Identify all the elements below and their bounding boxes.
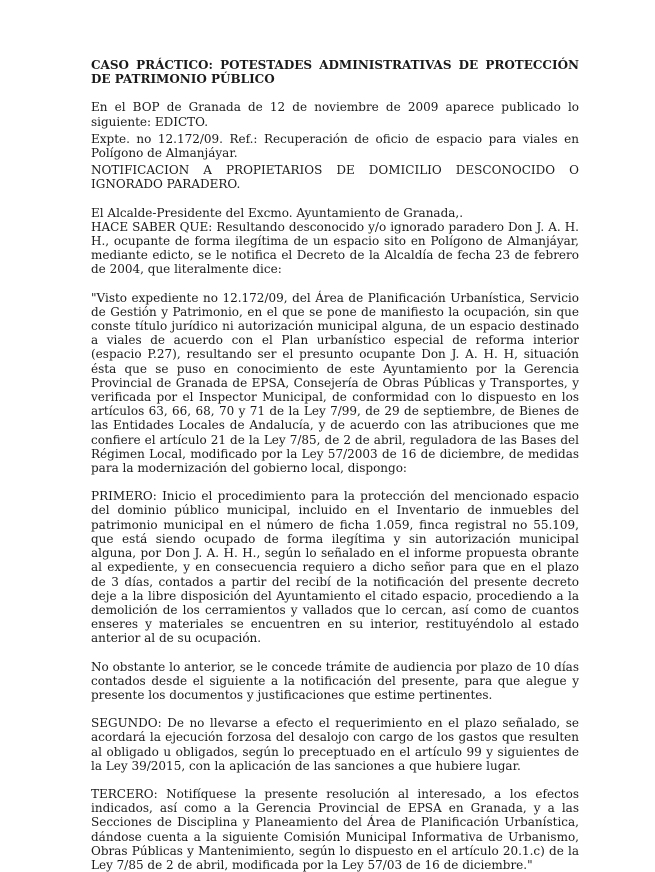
alcalde-line: El Alcalde-Presidente del Excmo. Ayuntamiento de Granada,. <box>91 205 464 220</box>
document-title: CASO PRÁCTICO: POTESTADES ADMINISTRATIVAS DE PROTECCIÓN DE PATRIMONIO PÚBLICO <box>91 58 579 87</box>
segundo-paragraph: SEGUNDO: De no llevarse a efecto el requerimiento en el plazo señalado, se acordará la ejecución forzosa del desalojo con cargo de los gastos que resulten al obligado u obligados, según lo preceptuado en el artículo 99 y siguientes de la Ley 39/2015, con la aplicación de las sanciones a que hubiere lugar. <box>91 716 579 773</box>
primero-paragraph: PRIMERO: Inicio el procedimiento para la protección del mencionado espacio del dominio público municipal, incluido en el Inventario de inmuebles del patrimonio municipal en el número de ficha 1.059, finca registral no 55.109, que está siendo ocupado de forma ilegítima y sin autorización municipal alguna, por Don J. A. H. H., según lo señalado en el informe propuesta obrante al expediente, y en consecuencia requiero a dicho señor para que en el plazo de 3 días, contados a partir del recibí de la notificación del presente decreto deje a la libre disposición del Ayuntamiento el citado espacio, procediendo a la demolición de los cerramientos y vallados que lo cercan, así como de cuantos enseres y materiales se encuentren en su interior, restituyéndolo al estado anterior al de su ocupación. <box>91 489 579 646</box>
visto-paragraph: "Visto expediente no 12.172/09, del Área de Planificación Urbanística, Servicio de Gestión y Patrimonio, en el que se pone de manifiesto la ocupación, sin que conste título jurídico ni autorización municipal alguna, de un espacio destinado a viales de acuerdo con el Plan urbanístico especial de reforma interior (espacio P.27), resultando ser el presunto ocupante Don J. A. H. H, situación ésta que se puso en conocimiento de este Ayuntamiento por la Gerencia Provincial de Granada de EPSA, Consejería de Obras Públicas y Transportes, y verificada por el Inspector Municipal, de conformidad con lo dispuesto en los artículos 63, 66, 68, 70 y 71 de la Ley 7/99, de 29 de septiembre, de Bienes de las Entidades Locales de Andalucía, y de acuerdo con las atribuciones que me confiere el artículo 21 de la Ley 7/85, de 2 de abril, reguladora de las Bases del Régimen Local, modificado por la Ley 57/2003 de 16 de diciembre, de medidas para la modernización del gobierno local, dispongo: <box>91 290 579 476</box>
expte-line: Expte. no 12.172/09. Ref.: Recuperación de oficio de espacio para viales en Polígono de Almanjáyar. <box>91 131 579 161</box>
document-page <box>91 58 579 872</box>
no-obstante-paragraph: No obstante lo anterior, se le concede trámite de audiencia por plazo de 10 días contados desde el siguiente a la notificación del presente, para que alegue y presente los documentos y justificaciones que estime pertinentes. <box>91 659 579 702</box>
bop-line: En el BOP de Granada de 12 de noviembre de 2009 aparece publicado lo siguiente: EDICTO. <box>91 100 579 129</box>
hace-saber-paragraph: HACE SABER QUE: Resultando desconocido y/o ignorado paradero Don J. A. H. H., ocupante de forma ilegítima de un espacio sito en Polígono de Almanjáyar, mediante edicto, se le notifica el Decreto de la Alcaldía de fecha 23 de febrero de 2004, que literalmente dice: <box>91 219 579 277</box>
notificacion-line: NOTIFICACION A PROPIETARIOS DE DOMICILIO DESCONOCIDO O IGNORADO PARADERO. <box>91 163 579 192</box>
tercero-paragraph: TERCERO: Notifíquese la presente resolución al interesado, a los efectos indicados, así como a la Gerencia Provincial de EPSA en Granada, y a las Secciones de Disciplina y Planeamiento del Área de Planificación Urbanística, dándose cuenta a la siguiente Comisión Municipal Informativa de Urbanismo, Obras Públicas y Mantenimiento, según lo dispuesto en el artículo 20.1.c) de la Ley 7/85 de 2 de abril, modificada por la Ley 57/03 de 16 de diciembre." <box>91 786 579 872</box>
